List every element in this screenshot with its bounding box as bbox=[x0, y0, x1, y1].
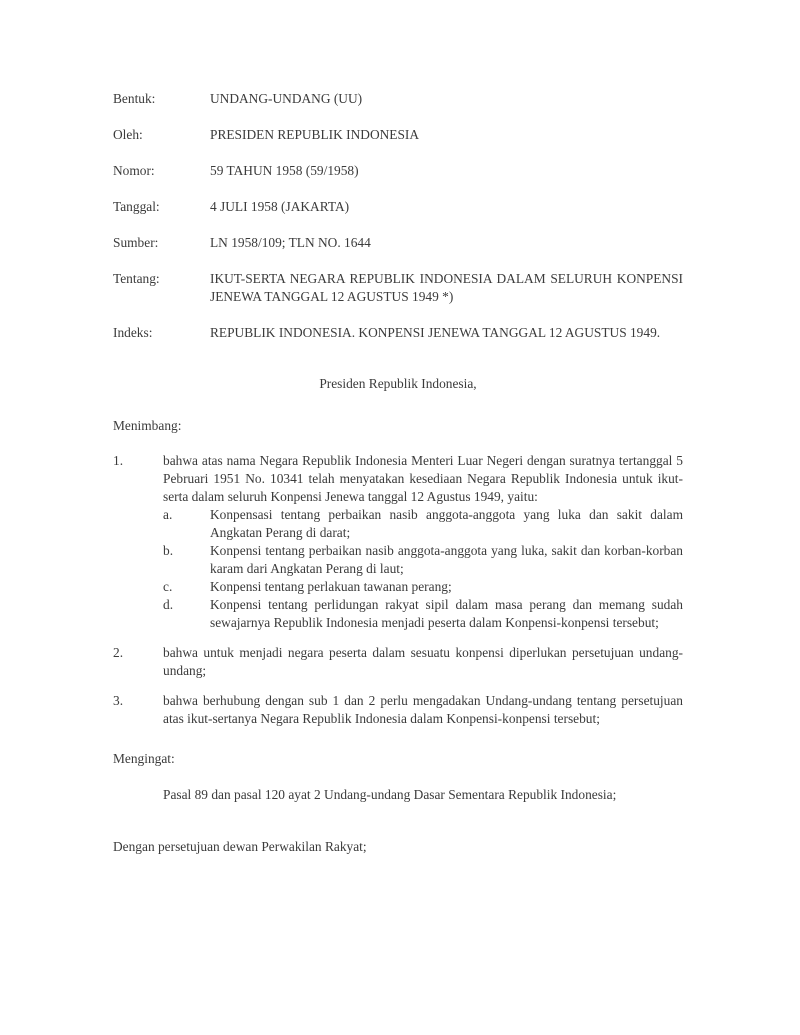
sub-item-b bbox=[163, 542, 683, 578]
meta-row-tentang bbox=[113, 270, 683, 306]
meta-row-sumber bbox=[113, 234, 683, 252]
meta-row-indeks bbox=[113, 324, 683, 342]
mengingat-label: Mengingat: bbox=[113, 751, 175, 766]
considerations-list bbox=[113, 452, 683, 728]
meta-value-indeks: REPUBLIK INDONESIA. KONPENSI JENEWA TANGGAL 12 AGUSTUS 1949. bbox=[210, 325, 661, 340]
menimbang-label: Menimbang: bbox=[113, 418, 182, 433]
meta-label-oleh: Oleh: bbox=[113, 127, 143, 142]
salutation: Presiden Republik Indonesia, bbox=[319, 376, 477, 391]
sub-item-text: Konpensi tentang perlidungan rakyat sipil dalam masa perang dan memang sudah sewajarnya Republik Indonesia menjadi peserta dalam Konpensi-konpensi tersebut; bbox=[210, 597, 683, 630]
meta-value-tanggal: 4 JULI 1958 (JAKARTA) bbox=[210, 199, 350, 214]
closing-line: Dengan persetujuan dewan Perwakilan Rakyat; bbox=[113, 839, 367, 854]
sub-item-letter: d. bbox=[163, 597, 174, 612]
meta-value-nomor: 59 TAHUN 1958 (59/1958) bbox=[210, 163, 359, 178]
meta-row-oleh bbox=[113, 126, 683, 144]
meta-label-tentang: Tentang: bbox=[113, 271, 160, 286]
meta-label-bentuk: Bentuk: bbox=[113, 91, 156, 106]
meta-value-oleh: PRESIDEN REPUBLIK INDONESIA bbox=[210, 127, 420, 142]
sub-items-list bbox=[163, 506, 683, 632]
consideration-item-1 bbox=[113, 452, 683, 632]
sub-item-text: Konpensi tentang perbaikan nasib anggota-anggota yang luka, sakit dan korban-korban karam dari Angkatan Perang di laut; bbox=[210, 543, 683, 576]
sub-item-d bbox=[163, 596, 683, 632]
meta-row-nomor bbox=[113, 162, 683, 180]
sub-item-a bbox=[163, 506, 683, 542]
meta-label-sumber: Sumber: bbox=[113, 235, 159, 250]
meta-block bbox=[113, 90, 683, 342]
consideration-number: 1. bbox=[113, 453, 124, 468]
mengingat-text: Pasal 89 dan pasal 120 ayat 2 Undang-undang Dasar Sementara Republik Indonesia; bbox=[163, 787, 617, 802]
meta-row-bentuk bbox=[113, 90, 683, 108]
sub-item-text: Konpensasi tentang perbaikan nasib anggota-anggota yang luka dan sakit dalam Angkatan Perang di darat; bbox=[210, 507, 683, 540]
meta-label-nomor: Nomor: bbox=[113, 163, 155, 178]
consideration-text: bahwa berhubung dengan sub 1 dan 2 perlu mengadakan Undang-undang tentang persetujuan atas ikut-sertanya Negara Republik Indonesia dalam Konpensi-konpensi tersebut; bbox=[163, 693, 683, 726]
meta-label-indeks: Indeks: bbox=[113, 325, 153, 340]
consideration-item-2 bbox=[113, 644, 683, 680]
consideration-item-3 bbox=[113, 692, 683, 728]
consideration-number: 2. bbox=[113, 645, 124, 660]
consideration-text: bahwa atas nama Negara Republik Indonesia Menteri Luar Negeri dengan suratnya tertanggal 5 Pebruari 1951 No. 10341 telah menyatakan kesediaan Negara Republik Indonesia untuk ikut-serta dalam seluruh Konpensi Jenewa tanggal 12 Agustus 1949, yaitu: bbox=[163, 453, 683, 504]
sub-item-c bbox=[163, 578, 683, 596]
sub-item-letter: a. bbox=[163, 507, 173, 522]
sub-item-letter: b. bbox=[163, 543, 174, 558]
meta-value-sumber: LN 1958/109; TLN NO. 1644 bbox=[210, 235, 371, 250]
meta-value-bentuk: UNDANG-UNDANG (UU) bbox=[210, 91, 363, 106]
meta-value-tentang: IKUT-SERTA NEGARA REPUBLIK INDONESIA DALAM SELURUH KONPENSI JENEWA TANGGAL 12 AGUSTUS 1949 *) bbox=[210, 271, 683, 304]
meta-label-tanggal: Tanggal: bbox=[113, 199, 160, 214]
consideration-number: 3. bbox=[113, 693, 124, 708]
meta-row-tanggal bbox=[113, 198, 683, 216]
sub-item-text: Konpensi tentang perlakuan tawanan perang; bbox=[210, 579, 452, 594]
sub-item-letter: c. bbox=[163, 579, 173, 594]
consideration-text: bahwa untuk menjadi negara peserta dalam sesuatu konpensi diperlukan persetujuan undang-undang; bbox=[163, 645, 683, 678]
